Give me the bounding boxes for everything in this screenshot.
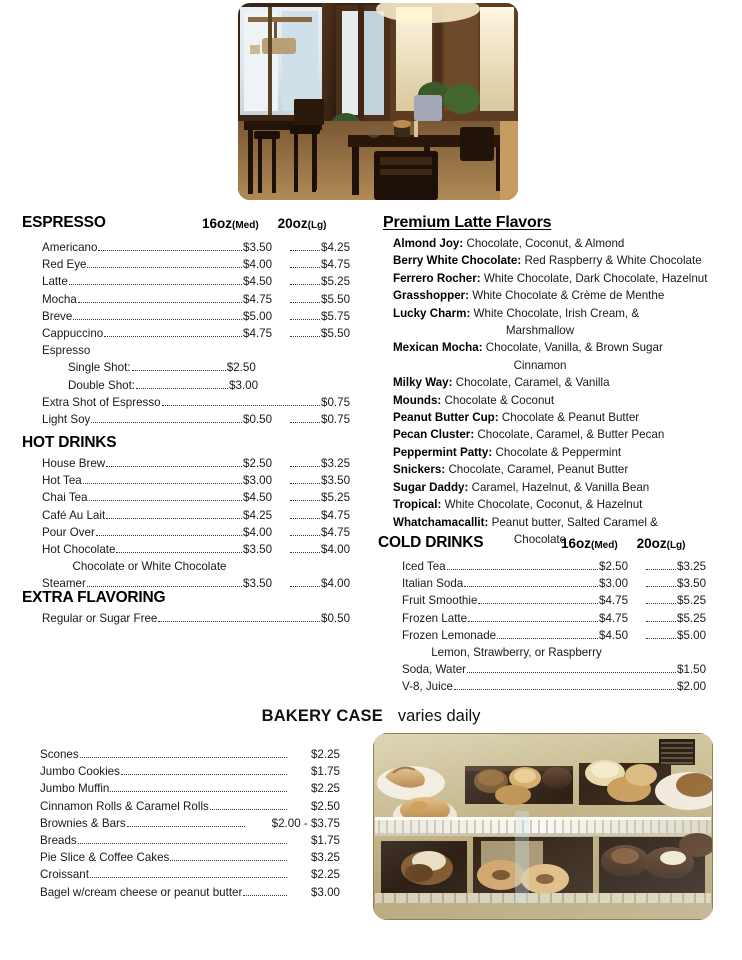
item-price-lg: $4.75 <box>321 258 351 272</box>
dot-leader <box>646 569 676 570</box>
hot-drinks-item-list <box>22 455 367 593</box>
dot-leader <box>98 250 242 251</box>
dot-leader <box>73 319 242 320</box>
item-price-lg: $0.75 <box>321 413 351 427</box>
item-price: $3.00 <box>229 378 259 392</box>
item-price-lg: $4.25 <box>321 241 351 254</box>
item-name: Breads <box>40 834 77 848</box>
item-price-lg: $5.75 <box>321 309 351 323</box>
menu-row <box>40 832 340 849</box>
dot-leader <box>454 689 676 690</box>
item-name: Hot Tea <box>42 474 82 488</box>
bakery-case-illustration <box>373 733 713 920</box>
dot-leader <box>646 638 676 639</box>
item-price: $3.25 <box>310 851 340 865</box>
item-price-med: $4.00 <box>243 258 273 272</box>
menu-row <box>42 472 367 489</box>
item-price: $2.50 <box>226 361 256 375</box>
premium-latte-list <box>383 235 723 548</box>
cold-col-lg-label: (Lg) <box>666 540 686 551</box>
item-price-lg: $3.50 <box>321 474 351 488</box>
item-price-lg: $4.00 <box>321 577 351 591</box>
item-name: Chai Tea <box>42 491 88 505</box>
dot-leader <box>646 586 676 587</box>
item-name: Iced Tea <box>402 560 446 573</box>
menu-row <box>402 575 723 592</box>
extra-flavoring-heading: EXTRA FLAVORING <box>22 589 166 606</box>
item-price-med: $2.50 <box>599 560 629 573</box>
menu-row <box>40 866 340 883</box>
espresso-col-lg-label: (Lg) <box>307 220 327 231</box>
flavor-name: Mexican Mocha: <box>393 341 483 355</box>
flavor-item <box>393 305 723 340</box>
item-price-med: $3.50 <box>243 543 273 557</box>
dot-leader <box>96 535 242 536</box>
dot-leader <box>290 483 320 484</box>
dot-leader <box>290 336 320 337</box>
menu-row <box>402 592 723 609</box>
dot-leader <box>83 483 242 484</box>
menu-row <box>42 273 367 290</box>
item-price: $2.00 - $3.75 <box>271 816 340 830</box>
dot-leader <box>170 860 287 861</box>
menu-row <box>402 558 723 575</box>
flavor-desc: Caramel, Hazelnut, & Vanilla Bean <box>471 480 650 494</box>
flavor-desc: Red Raspberry & White Chocolate <box>524 254 702 268</box>
item-price-med: $5.00 <box>243 309 273 323</box>
dot-leader <box>290 422 320 423</box>
item-name: Extra Shot of Espresso <box>42 395 161 409</box>
flavor-desc: Chocolate, Caramel, Peanut Butter <box>448 463 629 477</box>
item-name: Café Au Lait <box>42 508 106 522</box>
item-name: Espresso <box>42 344 91 358</box>
menu-row <box>42 256 367 273</box>
dot-leader <box>87 267 242 268</box>
item-price-med: $4.00 <box>243 525 273 539</box>
flavor-item <box>393 392 723 409</box>
dot-leader <box>80 757 287 758</box>
menu-row <box>42 325 367 342</box>
item-price-lg: $4.75 <box>321 508 351 522</box>
item-price-med: $4.50 <box>243 491 273 505</box>
dot-leader <box>290 284 320 285</box>
item-name: Frozen Lemonade <box>402 628 497 642</box>
espresso-heading: ESPRESSO <box>22 214 106 231</box>
extra-flavoring-item-list <box>22 610 367 627</box>
hot-drinks-heading: HOT DRINKS <box>22 434 117 451</box>
item-price-lg: $5.25 <box>677 594 707 608</box>
menu-row <box>402 661 723 678</box>
item-price: $2.25 <box>310 782 340 796</box>
item-price-med: $3.00 <box>243 474 273 488</box>
bakery-case-heading <box>0 707 742 726</box>
item-price-med: $4.75 <box>599 611 629 625</box>
menu-row <box>402 610 723 627</box>
flavor-item <box>393 287 723 304</box>
dot-leader <box>121 774 287 775</box>
menu-row <box>42 359 367 376</box>
espresso-item-list <box>22 239 367 428</box>
flavor-name: Milky Way: <box>393 376 453 390</box>
dot-leader <box>646 603 676 604</box>
dot-leader <box>91 422 242 423</box>
item-price-med: $3.50 <box>243 241 273 254</box>
item-name: Fruit Smoothie <box>402 594 478 608</box>
dot-leader <box>497 638 598 639</box>
cafe-interior-photo <box>238 3 518 200</box>
item-name: Steamer <box>42 577 86 591</box>
item-price-lg: $3.50 <box>677 577 707 591</box>
flavor-item <box>393 461 723 478</box>
item-name: Italian Soda <box>402 577 464 591</box>
bakery-case-subtitle: varies daily <box>397 707 481 725</box>
flavor-desc-continued: Chocolate <box>513 532 567 546</box>
dot-leader <box>104 336 242 337</box>
dot-leader <box>290 552 320 553</box>
menu-subgroup-label <box>42 342 367 359</box>
dot-leader <box>468 621 598 622</box>
menu-row <box>42 394 367 411</box>
item-price-lg: $4.75 <box>321 525 351 539</box>
item-price-lg: $3.25 <box>321 457 351 470</box>
dot-leader <box>290 518 320 519</box>
flavor-desc: White Chocolate & Crème de Menthe <box>472 289 665 303</box>
item-name: Red Eye <box>42 258 87 272</box>
menu-row <box>40 798 340 815</box>
dot-leader <box>87 586 242 587</box>
menu-row <box>42 308 367 325</box>
dot-leader <box>467 672 676 673</box>
flavor-item <box>393 479 723 496</box>
item-price-lg: $4.00 <box>321 543 351 557</box>
item-name: Light Soy <box>42 413 91 427</box>
item-price-lg: $5.50 <box>321 292 351 306</box>
flavor-desc: White Chocolate, Coconut, & Hazelnut <box>444 498 643 512</box>
item-name: Croissant <box>40 868 89 882</box>
menu-row <box>40 884 340 901</box>
item-price-med: $2.50 <box>243 457 273 470</box>
dot-leader <box>116 552 242 553</box>
dot-leader <box>89 500 242 501</box>
item-name: Jumbo Muffin <box>40 782 110 796</box>
dot-leader <box>290 319 320 320</box>
cold-drinks-heading: COLD DRINKS <box>378 534 484 551</box>
dot-leader <box>132 370 226 371</box>
dot-leader <box>646 621 676 622</box>
menu-row <box>42 239 367 256</box>
flavor-name: Tropical: <box>393 498 442 512</box>
item-price: $1.50 <box>677 663 707 677</box>
item-name: Scones <box>40 748 79 761</box>
item-name: Americano <box>42 241 98 254</box>
dot-leader <box>290 267 320 268</box>
item-name: Breve <box>42 309 73 323</box>
item-name: Pie Slice & Coffee Cakes <box>40 851 170 865</box>
flavor-desc: Chocolate & Peanut Butter <box>501 411 640 425</box>
dot-leader <box>290 466 320 467</box>
flavor-item <box>393 444 723 461</box>
cold-drinks-column-headers <box>561 535 686 553</box>
cafe-interior-illustration <box>238 3 518 200</box>
flavor-name: Pecan Cluster: <box>393 428 475 442</box>
item-name: Brownies & Bars <box>40 816 126 830</box>
item-name: Cinnamon Rolls & Caramel Rolls <box>40 799 209 813</box>
espresso-col-med-label: (Med) <box>232 220 259 231</box>
premium-latte-section <box>383 214 723 548</box>
flavor-desc: Peanut butter, Salted Caramel & <box>491 515 658 529</box>
dot-leader <box>478 603 598 604</box>
bakery-case-title: BAKERY CASE <box>261 707 383 725</box>
dot-leader <box>290 535 320 536</box>
lemonade-flavor-note: Lemon, Strawberry, or Raspberry <box>431 646 602 660</box>
item-name: Latte <box>42 275 68 289</box>
flavor-name: Ferrero Rocher: <box>393 271 481 285</box>
dot-leader <box>69 284 242 285</box>
flavor-name: Snickers: <box>393 463 446 477</box>
item-price: $2.25 <box>310 748 340 761</box>
dot-leader <box>158 621 320 622</box>
item-name: Single Shot: <box>68 361 131 375</box>
espresso-section <box>22 214 367 428</box>
flavor-desc: White Chocolate, Irish Cream, & <box>473 306 640 320</box>
dot-leader <box>78 302 242 303</box>
flavor-item <box>393 270 723 287</box>
dot-leader <box>78 843 287 844</box>
menu-row <box>402 627 723 644</box>
menu-row <box>40 746 340 763</box>
flavor-item <box>393 409 723 426</box>
dot-leader <box>162 405 320 406</box>
flavor-item <box>393 374 723 391</box>
flavor-name: Peanut Butter Cup: <box>393 411 499 425</box>
bakery-item-list <box>40 746 340 901</box>
item-price-med: $4.75 <box>243 292 273 306</box>
flavor-name: Grasshopper: <box>393 289 470 303</box>
dot-leader <box>243 895 287 896</box>
item-price: $2.00 <box>677 680 707 694</box>
flavor-name: Almond Joy: <box>393 237 464 250</box>
flavor-name: Lucky Charm: <box>393 306 471 320</box>
flavor-desc: Chocolate, Vanilla, & Brown Sugar <box>485 341 663 355</box>
item-price-med: $4.50 <box>599 628 629 642</box>
flavor-item <box>393 426 723 443</box>
item-price: $1.75 <box>310 834 340 848</box>
item-price: $2.25 <box>310 868 340 882</box>
item-price: $1.75 <box>310 765 340 779</box>
item-price-med: $3.00 <box>599 577 629 591</box>
bakery-case-photo <box>373 733 713 920</box>
item-price-lg: $5.25 <box>321 275 351 289</box>
dot-leader <box>447 569 598 570</box>
extra-flavoring-section <box>22 589 367 627</box>
menu-row <box>40 780 340 797</box>
flavor-name: Whatchamacallit: <box>393 515 489 529</box>
menu-row <box>42 610 367 627</box>
flavor-item <box>393 339 723 374</box>
flavor-desc: Chocolate, Caramel, & Vanilla <box>455 376 610 390</box>
item-name: V-8, Juice <box>402 680 453 694</box>
item-price-med: $3.50 <box>243 577 273 591</box>
dot-leader <box>290 250 320 251</box>
item-name: Regular or Sugar Free <box>42 612 158 625</box>
item-price-med: $0.50 <box>243 413 273 427</box>
item-price-med: $4.50 <box>243 275 273 289</box>
espresso-col-med-size: 16oz <box>202 216 233 231</box>
cold-col-med-label: (Med) <box>591 540 618 551</box>
cold-drinks-item-list <box>378 558 723 696</box>
menu-row <box>40 815 340 832</box>
dot-leader <box>110 791 287 792</box>
item-price-med: $4.75 <box>599 594 629 608</box>
menu-row <box>42 377 367 394</box>
item-name: Pour Over <box>42 525 95 539</box>
flavor-item <box>393 252 723 269</box>
flavor-desc: Chocolate, Coconut, & Almond <box>466 237 625 250</box>
flavor-name: Sugar Daddy: <box>393 480 469 494</box>
flavor-desc-continued: Marshmallow <box>505 324 575 338</box>
menu-row <box>42 411 367 428</box>
item-name: Hot Chocolate <box>42 543 116 557</box>
dot-leader <box>136 388 228 389</box>
flavor-name: Peppermint Patty: <box>393 445 493 459</box>
menu-row <box>42 455 367 472</box>
flavor-desc: Chocolate & Coconut <box>444 393 555 407</box>
dot-leader <box>106 518 242 519</box>
menu-row <box>42 524 367 541</box>
item-price-med: $4.25 <box>243 508 273 522</box>
item-price-lg: $5.50 <box>321 327 351 341</box>
espresso-col-lg-size: 20oz <box>277 216 308 231</box>
espresso-column-headers <box>202 215 327 233</box>
item-price-lg: $3.25 <box>677 560 707 573</box>
item-price-med: $4.75 <box>243 327 273 341</box>
menu-row <box>402 678 723 695</box>
flavor-item <box>393 496 723 513</box>
bakery-section <box>40 745 340 901</box>
menu-row <box>42 489 367 506</box>
flavor-item <box>393 235 723 252</box>
item-price: $2.50 <box>310 799 340 813</box>
item-name: Bagel w/cream cheese or peanut butter <box>40 885 243 899</box>
flavor-desc: Chocolate, Caramel, & Butter Pecan <box>477 428 665 442</box>
flavor-name: Berry White Chocolate: <box>393 254 522 268</box>
cold-col-lg-size: 20oz <box>636 536 667 551</box>
dot-leader <box>210 809 287 810</box>
hot-drinks-section <box>22 434 367 593</box>
item-name: Mocha <box>42 292 77 306</box>
dot-leader <box>290 302 320 303</box>
dot-leader <box>106 466 242 467</box>
menu-row <box>40 849 340 866</box>
dot-leader <box>127 826 245 827</box>
item-price-lg: $5.25 <box>677 611 707 625</box>
item-price: $3.00 <box>310 885 340 899</box>
hot-chocolate-note: Chocolate or White Chocolate <box>72 560 227 574</box>
item-price: $0.75 <box>321 395 351 409</box>
item-name: Cappuccino <box>42 327 104 341</box>
item-name: House Brew <box>42 457 106 470</box>
premium-latte-heading: Premium Latte Flavors <box>383 214 552 231</box>
item-name: Jumbo Cookies <box>40 765 120 779</box>
item-name: Frozen Latte <box>402 611 468 625</box>
dot-leader <box>464 586 598 587</box>
flavor-desc: White Chocolate, Dark Chocolate, Hazelnut <box>483 271 708 285</box>
cold-col-med-size: 16oz <box>561 536 592 551</box>
flavor-desc-continued: Cinnamon <box>513 358 567 372</box>
dot-leader <box>90 877 287 878</box>
menu-row <box>42 291 367 308</box>
item-price: $0.50 <box>321 612 351 625</box>
menu-row <box>42 507 367 524</box>
flavor-name: Mounds: <box>393 393 442 407</box>
dot-leader <box>290 500 320 501</box>
cold-drinks-section <box>378 534 723 696</box>
item-name: Soda, Water <box>402 663 467 677</box>
dot-leader <box>290 586 320 587</box>
menu-row <box>42 541 367 558</box>
item-price-lg: $5.25 <box>321 491 351 505</box>
flavor-desc: Chocolate & Peppermint <box>495 445 622 459</box>
item-name: Double Shot: <box>68 378 136 392</box>
item-price-lg: $5.00 <box>677 628 707 642</box>
menu-row <box>40 763 340 780</box>
